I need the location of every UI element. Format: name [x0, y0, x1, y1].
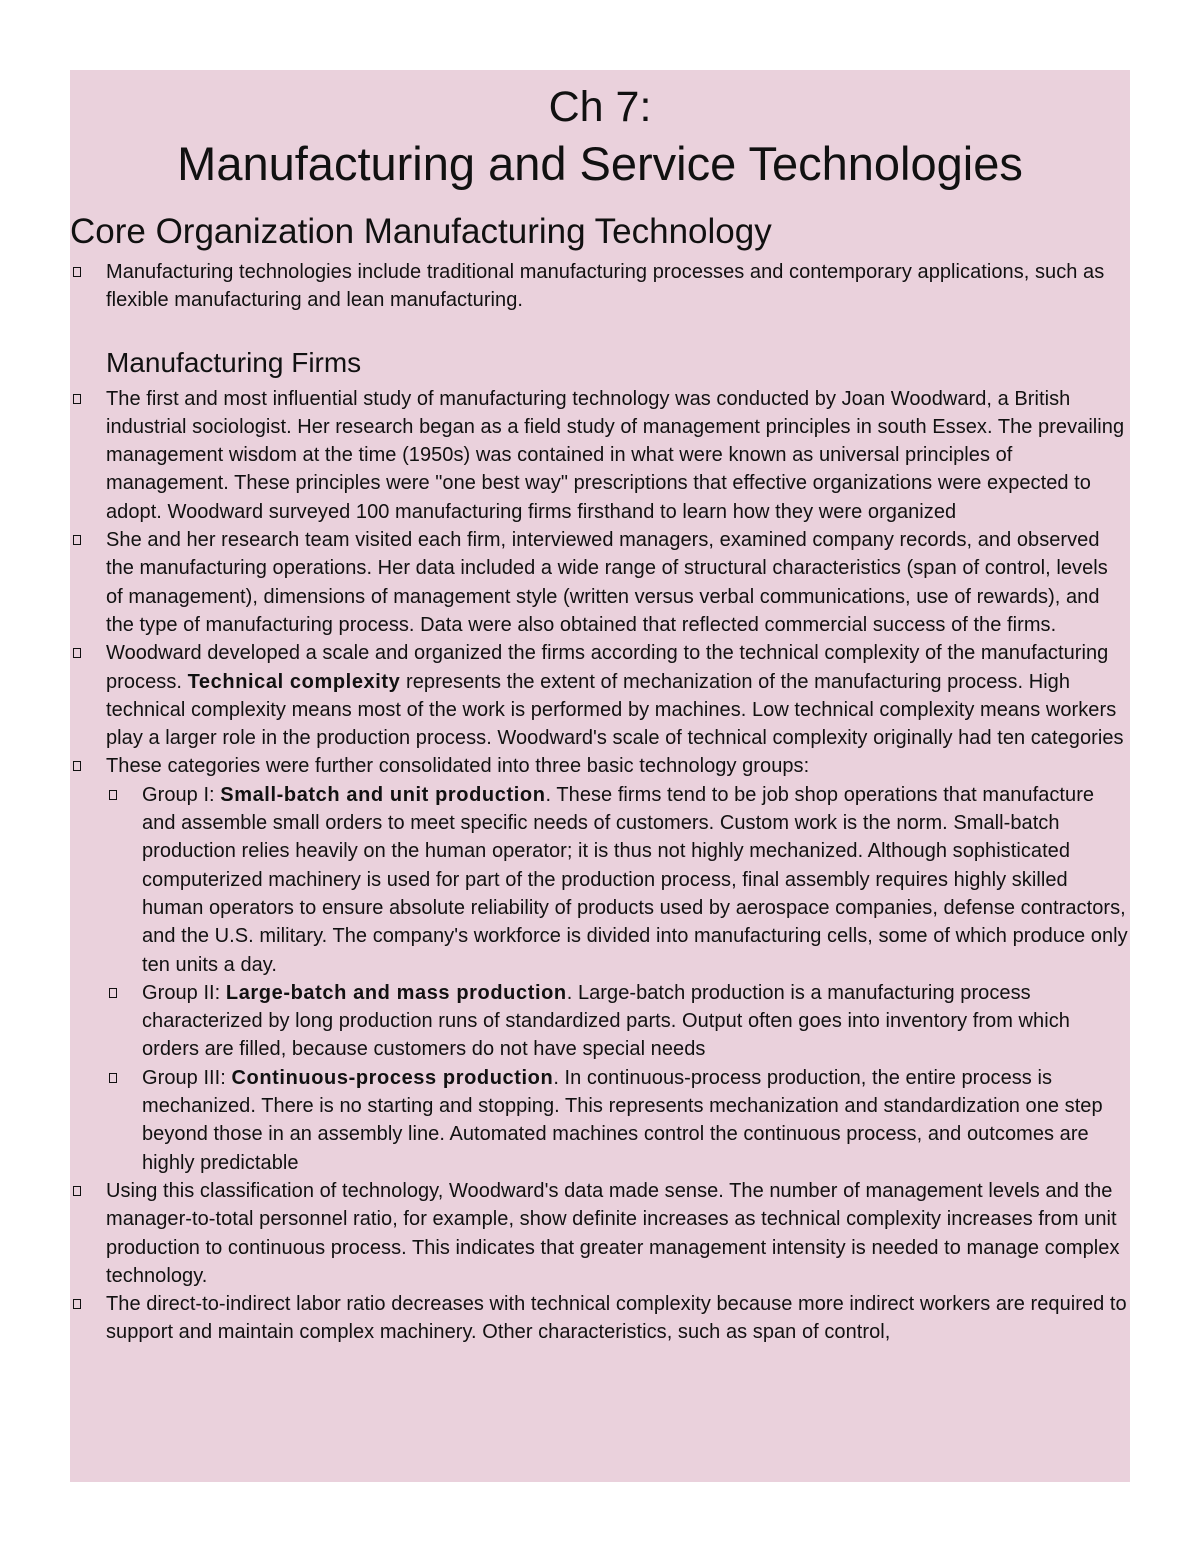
- section-heading: Core Organization Manufacturing Technology: [70, 212, 772, 251]
- bullet-text: She and her research team visited each firm, interviewed managers, examined company records, and observed the manufacturing operations. Her data included a wide range of structural characteristics (span of control, levels of management), dimensions of management style (written versus verbal communications, use of rewards), and the type of manufacturing process. Data were also obtained that reflected commercial success of the firms.: [106, 529, 1108, 636]
- square-bullet-icon: [73, 648, 81, 658]
- chapter-number: Ch 7:: [548, 83, 652, 131]
- bullet-text: Manufacturing technologies include traditional manufacturing processes and contemporary applications, such as flexible manufacturing and lean manufacturing.: [106, 261, 1105, 312]
- list-item: [70, 1177, 1130, 1290]
- list-item: [70, 258, 1130, 315]
- square-bullet-icon: [73, 535, 81, 545]
- group-text: . These firms tend to be job shop operations that manufacture and assemble small orders to meet specific needs of customers. Custom work is the norm. Small-batch production relies heavily on the human operator; it is thus not highly mechanized. Although sophisticated computerized machinery is used for part of the production process, final assembly requires highly skilled human operators to ensure absolute reliability of products used by aerospace companies, defense contractors, and the U.S. military. The company's workforce is divided into manufacturing cells, some of which produce only ten units a day.: [142, 783, 1128, 976]
- key-term: Large-batch and mass production: [225, 981, 567, 1004]
- square-bullet-icon: [73, 761, 81, 771]
- bullet-text: The first and most influential study of manufacturing technology was conducted by Joan Woodward, a British industrial sociologist. Her research began as a field study of management principles in south Essex. The prevailing management wisdom at the time (1950s) was contained in what were known as universal principles of management. These principles were "one best way" prescriptions that effective organizations were expected to adopt. Woodward surveyed 100 manufacturing firms firsthand to learn how they were organized: [106, 387, 1125, 523]
- sub-list-item: [70, 979, 1130, 1064]
- square-bullet-icon: [73, 267, 81, 277]
- square-bullet-icon: [73, 1299, 81, 1309]
- chapter-title: Manufacturing and Service Technologies: [177, 137, 1023, 190]
- square-bullet-icon: [109, 790, 117, 800]
- bullet-text: Using this classification of technology, Woodward's data made sense. The number of management levels and the manager-to-total personnel ratio, for example, show definite increases as technical complexity increases from unit production to continuous process. This indicates that greater management intensity is needed to manage complex technology.: [106, 1179, 1120, 1287]
- list-item: [70, 752, 1130, 780]
- bullet-text: These categories were further consolidated into three basic technology groups:: [106, 755, 810, 778]
- list-item: [70, 385, 1130, 526]
- key-term: Small-batch and unit production: [220, 783, 546, 806]
- group-label: Group III:: [142, 1066, 232, 1089]
- list-item: [70, 639, 1130, 752]
- group-text: . Large-batch production is a manufacturing process characterized by long production runs of standardized parts. Output often goes into inventory from which orders are filled, because customers do not have special needs: [142, 981, 1070, 1061]
- sub-list-item: [70, 1064, 1130, 1177]
- key-term: Continuous-process production: [231, 1066, 554, 1089]
- title-block: [70, 80, 1130, 194]
- group-label: Group II:: [142, 981, 226, 1004]
- square-bullet-icon: [73, 394, 81, 404]
- intro-list: [70, 258, 1130, 315]
- square-bullet-icon: [109, 988, 117, 998]
- firms-list: [70, 385, 1130, 1347]
- group-label: Group I:: [142, 783, 221, 806]
- key-term: Technical complexity: [187, 670, 401, 693]
- list-item: [70, 526, 1130, 639]
- square-bullet-icon: [109, 1073, 117, 1083]
- group-text: . In continuous-process production, the entire process is mechanized. There is no starting and stopping. This represents mechanization and standardization one step beyond those in an assembly line. Automated machines control the continuous process, and outcomes are highly predictable: [142, 1066, 1103, 1174]
- square-bullet-icon: [73, 1186, 81, 1196]
- document-page: [70, 70, 1130, 1482]
- sub-list-item: [70, 781, 1130, 979]
- bullet-text-pre: Woodward developed a scale and organized the firms according to the technical complexity of the manufacturing process.: [106, 642, 1109, 693]
- bullet-text: The direct-to-indirect labor ratio decreases with technical complexity because more indirect workers are required to support and maintain complex machinery. Other characteristics, such as span of control,: [106, 1293, 1127, 1344]
- list-item: [70, 1290, 1130, 1347]
- subsection-heading: Manufacturing Firms: [106, 346, 362, 378]
- bullet-text-post: represents the extent of mechanization of the manufacturing process. High technical complexity means most of the work is performed by machines. Low technical complexity means workers play a larger role in the production process. Woodward's scale of technical complexity originally had ten categories: [106, 670, 1124, 750]
